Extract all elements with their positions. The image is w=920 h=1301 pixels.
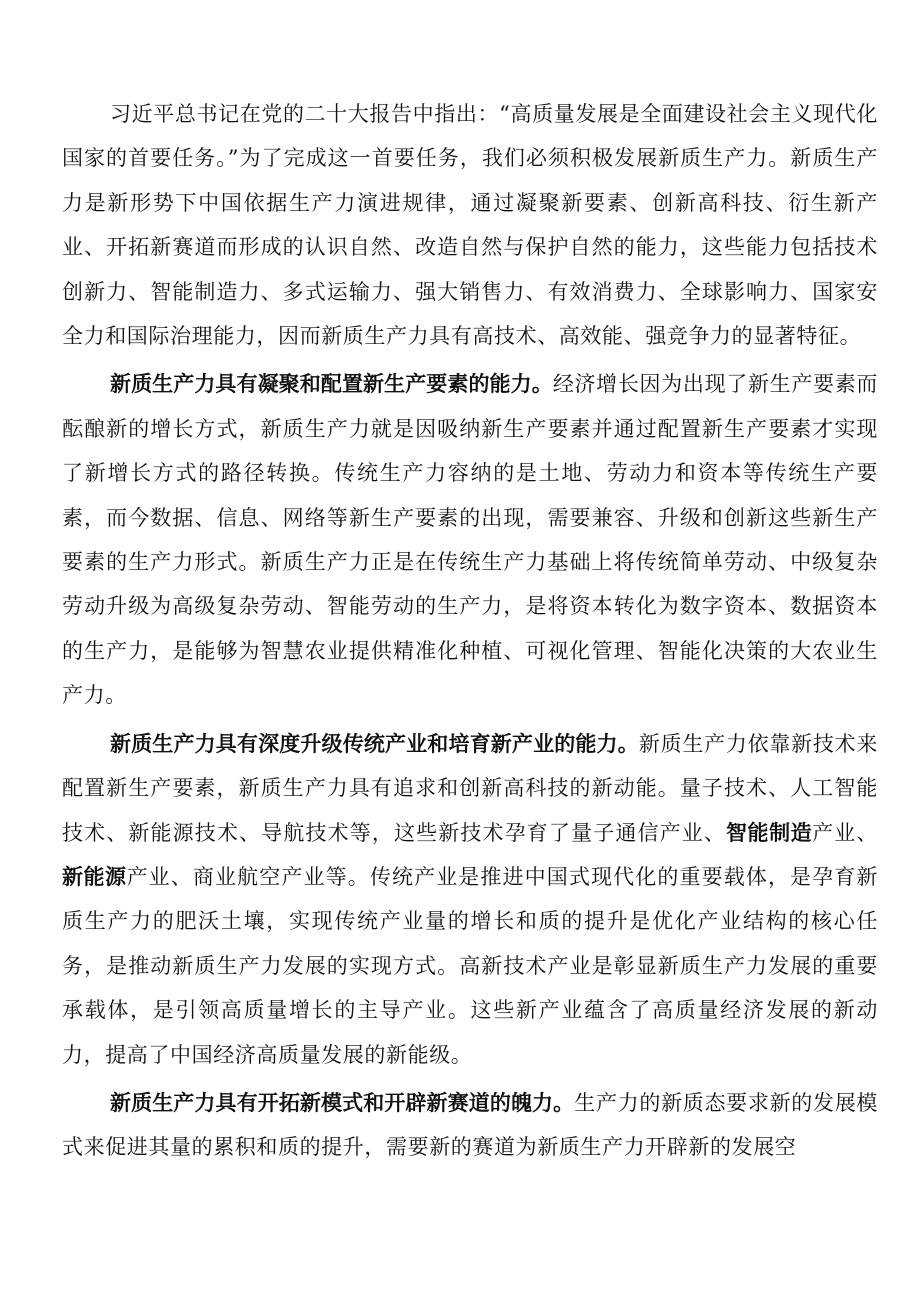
document-body: [62, 92, 878, 1174]
paragraph-lead-heading: 新质生产力具有凝聚和配置新生产要素的能力。: [110, 372, 553, 397]
paragraph-text: 产业、商业航空产业等。传统产业是推进中国式现代化的重要载体，是孕育新质生产力的肥沃土壤，实现传统产业量的增长和质的提升是优化产业结构的核心任务，是推动新质生产力发展的实现方式。高新技术产业是彰显新质生产力发展的重要承载体，是引领高质量增长的主导产业。这些新产业蕴含了高质量经济发展的新动力，提高了中国经济高质量发展的新能级。: [62, 864, 879, 1067]
paragraph-text: 经济增长因为出现了新生产要素而酝酿新的增长方式，新质生产力就是因吸纳新生产要素并通过配置新生产要素才实现了新增长方式的路径转换。传统生产力容纳的是土地、劳动力和资本等传统生产要素，而今数据、信息、网络等新生产要素的出现，需要兼容、升级和创新这些新生产要素的生产力形式。新质生产力正是在传统生产力基础上将传统简单劳动、中级复杂劳动升级为高级复杂劳动、智能劳动的生产力，是将资本转化为数字资本、数据资本的生产力，是能够为智慧农业提供精准化种植、可视化管理、智能化决策的大农业生产力。: [62, 372, 879, 708]
paragraph-production-factors: [62, 362, 878, 717]
paragraph-lead-heading: 新质生产力具有深度升级传统产业和培育新产业的能力。: [110, 731, 639, 756]
paragraph-intro: [62, 92, 878, 358]
paragraph-industry-upgrade: [62, 722, 878, 1077]
paragraph-text: 新质生产力依靠新技术来配置新生产要素，新质生产力具有追求和创新高科技的新动能。量子技术、人工智能技术、新能源技术、导航技术等，这些新技术孕育了量子通信产业、: [62, 731, 878, 845]
emphasized-term: 智能制造: [726, 820, 813, 845]
emphasized-term: 新能源: [62, 864, 127, 889]
paragraph-new-models: [62, 1081, 878, 1170]
paragraph-lead-heading: 新质生产力具有开拓新模式和开辟新赛道的魄力。: [110, 1090, 575, 1115]
paragraph-text: 生产力的新质态要求新的发展模式来促进其量的累积和质的提升，需要新的赛道为新质生产力开辟新的发展空: [62, 1090, 878, 1160]
paragraph-text: 产业、: [812, 820, 879, 845]
paragraph-text: 习近平总书记在党的二十大报告中指出：“高质量发展是全面建设社会主义现代化国家的首要任务。”为了完成这一首要任务，我们必须积极发展新质生产力。新质生产力是新形势下中国依据生产力演进规律，通过凝聚新要素、创新高科技、衍生新产业、开拓新赛道而形成的认识自然、改造自然与保护自然的能力，这些能力包括技术创新力、智能制造力、多式运输力、强大销售力、有效消费力、全球影响力、国家安全力和国际治理能力，因而新质生产力具有高技术、高效能、强竞争力的显著特征。: [62, 102, 878, 349]
